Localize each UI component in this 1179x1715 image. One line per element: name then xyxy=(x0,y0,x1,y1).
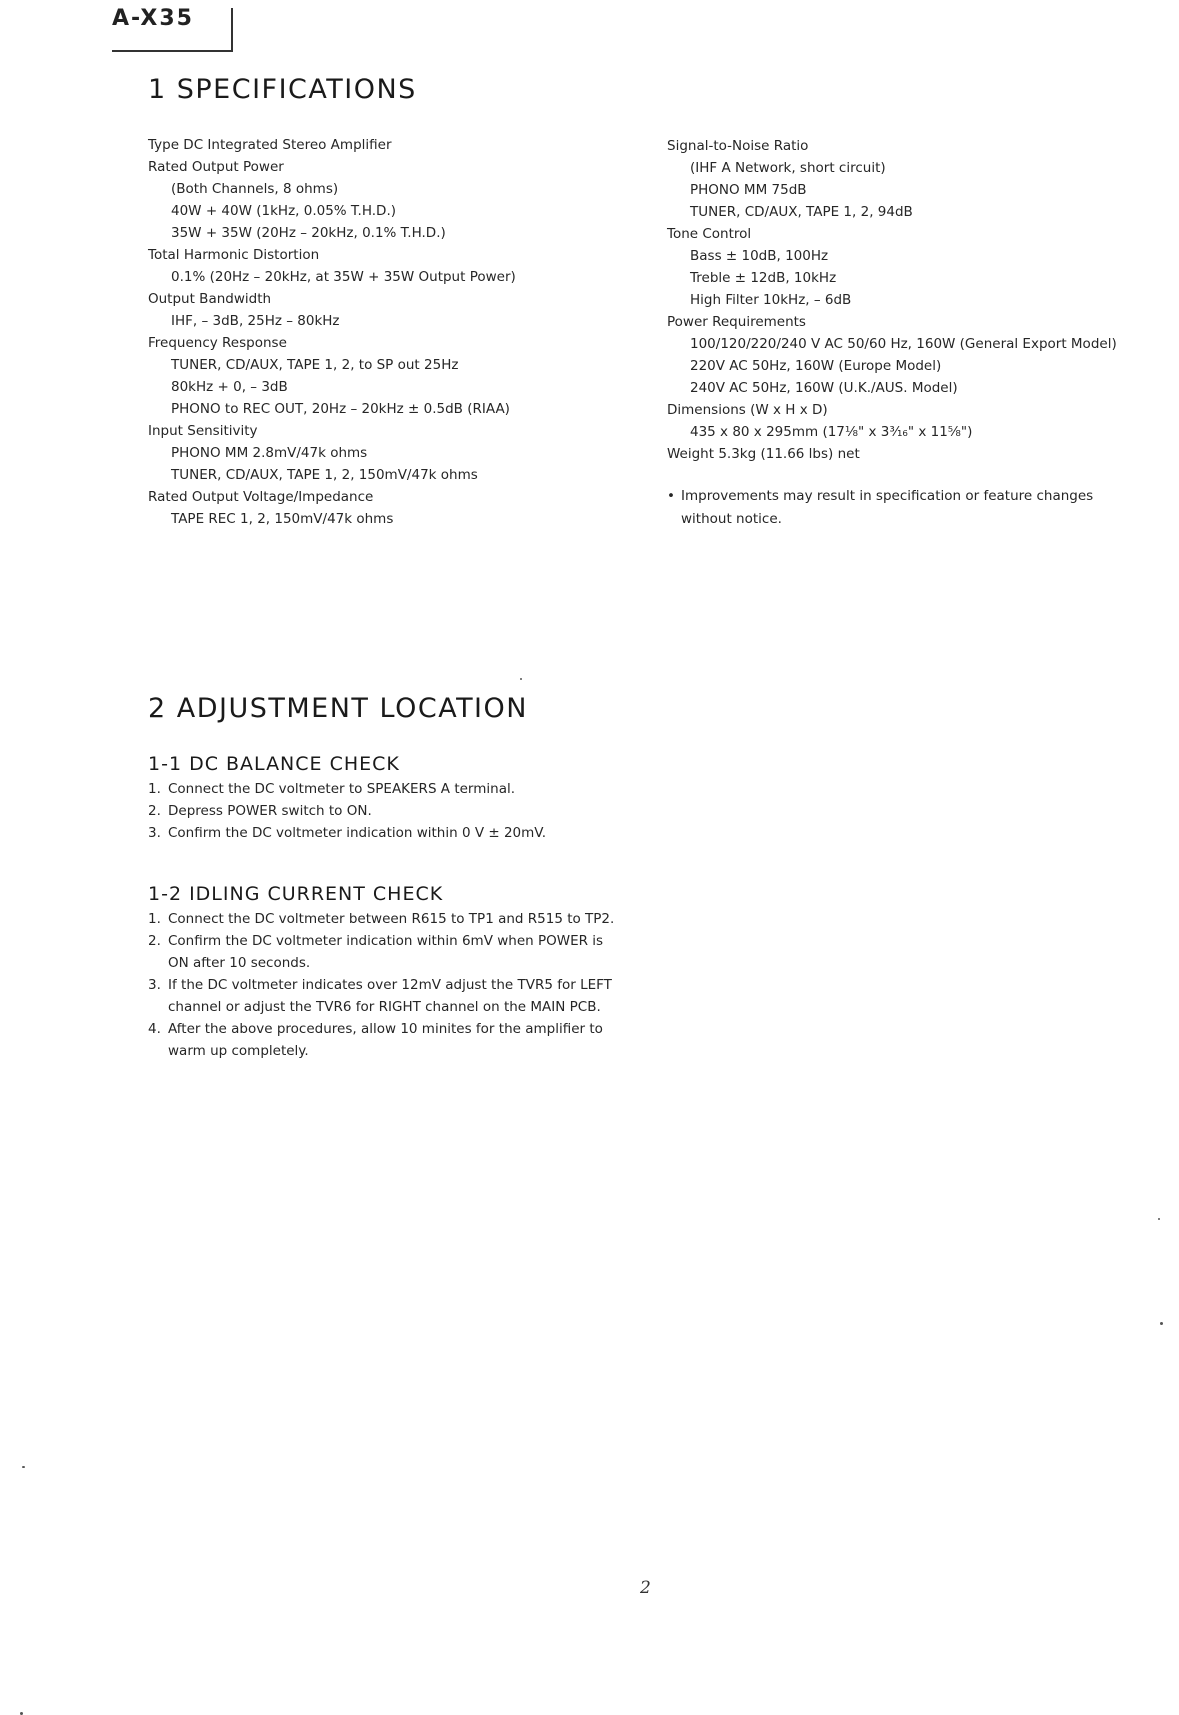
header-horizontal-rule xyxy=(112,50,233,52)
procedure-step xyxy=(148,1018,620,1062)
procedure-step xyxy=(148,778,628,800)
spec-line: Frequency Response xyxy=(148,335,287,351)
step-number: 4. xyxy=(148,1021,161,1037)
spec-line: Power Requirements xyxy=(667,314,806,330)
specifications-title: 1 SPECIFICATIONS xyxy=(148,74,417,105)
spec-line: Input Sensitivity xyxy=(148,423,258,439)
spec-line: 435 x 80 x 295mm (17⅛" x 3³⁄₁₆" x 11⅝") xyxy=(690,424,973,440)
step-text: After the above procedures, allow 10 minites for the amplifier to warm up completely. xyxy=(168,1021,603,1059)
dc-balance-check-title: 1-1 DC BALANCE CHECK xyxy=(148,753,400,775)
step-text: Confirm the DC voltmeter indication within 6mV when POWER is ON after 10 seconds. xyxy=(168,933,604,971)
step-number: 3. xyxy=(148,977,161,993)
step-number: 1. xyxy=(148,781,161,797)
spec-line: Signal-to-Noise Ratio xyxy=(667,138,809,154)
scan-speck xyxy=(1158,1218,1160,1220)
spec-line: Total Harmonic Distortion xyxy=(148,247,320,263)
spec-line: 35W + 35W (20Hz – 20kHz, 0.1% T.H.D.) xyxy=(171,225,446,241)
spec-line: Output Bandwidth xyxy=(148,291,272,307)
dc-balance-steps xyxy=(148,778,628,844)
procedure-step xyxy=(148,930,620,974)
step-text: Connect the DC voltmeter to SPEAKERS A terminal. xyxy=(168,781,516,797)
scan-speck xyxy=(520,678,522,680)
spec-line: 0.1% (20Hz – 20kHz, at 35W + 35W Output Power) xyxy=(171,269,516,285)
header-vertical-rule xyxy=(231,8,233,52)
spec-line: High Filter 10kHz, – 6dB xyxy=(690,292,852,308)
spec-line: Bass ± 10dB, 100Hz xyxy=(690,248,829,264)
step-number: 3. xyxy=(148,825,161,841)
step-number: 2. xyxy=(148,803,161,819)
spec-line: Rated Output Power xyxy=(148,159,284,175)
model-number: A-X35 xyxy=(112,6,194,31)
spec-line: IHF, – 3dB, 25Hz – 80kHz xyxy=(171,313,340,329)
spec-line: Dimensions (W x H x D) xyxy=(667,402,828,418)
scan-speck xyxy=(22,1466,25,1468)
spec-line: PHONO to REC OUT, 20Hz – 20kHz ± 0.5dB (RIAA) xyxy=(171,401,510,417)
step-text: Depress POWER switch to ON. xyxy=(168,803,372,819)
spec-line: TUNER, CD/AUX, TAPE 1, 2, to SP out 25Hz xyxy=(171,357,459,373)
spec-line: TUNER, CD/AUX, TAPE 1, 2, 94dB xyxy=(690,204,913,220)
scan-speck xyxy=(1160,1322,1163,1325)
spec-line: PHONO MM 2.8mV/47k ohms xyxy=(171,445,368,461)
spec-line: 240V AC 50Hz, 160W (U.K./AUS. Model) xyxy=(690,380,958,396)
page-number: 2 xyxy=(640,1578,651,1598)
spec-line: TAPE REC 1, 2, 150mV/47k ohms xyxy=(171,511,394,527)
procedure-step xyxy=(148,908,620,930)
idling-current-check-title: 1-2 IDLING CURRENT CHECK xyxy=(148,883,444,905)
spec-line: Tone Control xyxy=(667,226,752,242)
procedure-step xyxy=(148,822,628,844)
step-text: Confirm the DC voltmeter indication within 0 V ± 20mV. xyxy=(168,825,547,841)
spec-line: 80kHz + 0, – 3dB xyxy=(171,379,288,395)
spec-line: TUNER, CD/AUX, TAPE 1, 2, 150mV/47k ohms xyxy=(171,467,478,483)
spec-line: Rated Output Voltage/Impedance xyxy=(148,489,374,505)
spec-line: 220V AC 50Hz, 160W (Europe Model) xyxy=(690,358,942,374)
adjustment-location-title: 2 ADJUSTMENT LOCATION xyxy=(148,693,528,724)
specifications-left-column xyxy=(148,134,648,530)
step-number: 2. xyxy=(148,933,161,949)
spec-line: (IHF A Network, short circuit) xyxy=(690,160,886,176)
spec-line: 100/120/220/240 V AC 50/60 Hz, 160W (General Export Model) xyxy=(690,336,1117,352)
spec-line: PHONO MM 75dB xyxy=(690,182,807,198)
spec-line: Type DC Integrated Stereo Amplifier xyxy=(148,137,392,153)
spec-line: 40W + 40W (1kHz, 0.05% T.H.D.) xyxy=(171,203,397,219)
step-text: If the DC voltmeter indicates over 12mV adjust the TVR5 for LEFT channel or adjust the TVR6 for RIGHT channel on the MAIN PCB. xyxy=(168,977,612,1015)
procedure-step xyxy=(148,800,628,822)
improvements-note xyxy=(667,485,1137,531)
idling-current-steps xyxy=(148,908,620,1062)
specifications-right-column xyxy=(667,135,1137,465)
spec-line: Weight 5.3kg (11.66 lbs) net xyxy=(667,446,860,462)
spec-line: (Both Channels, 8 ohms) xyxy=(171,181,339,197)
spec-line: Treble ± 12dB, 10kHz xyxy=(690,270,837,286)
procedure-step xyxy=(148,974,620,1018)
step-number: 1. xyxy=(148,911,161,927)
step-text: Connect the DC voltmeter between R615 to TP1 and R515 to TP2. xyxy=(168,911,615,927)
note-bullet: • xyxy=(667,488,675,504)
note-text: Improvements may result in specification or feature changes without notice. xyxy=(681,488,1094,527)
